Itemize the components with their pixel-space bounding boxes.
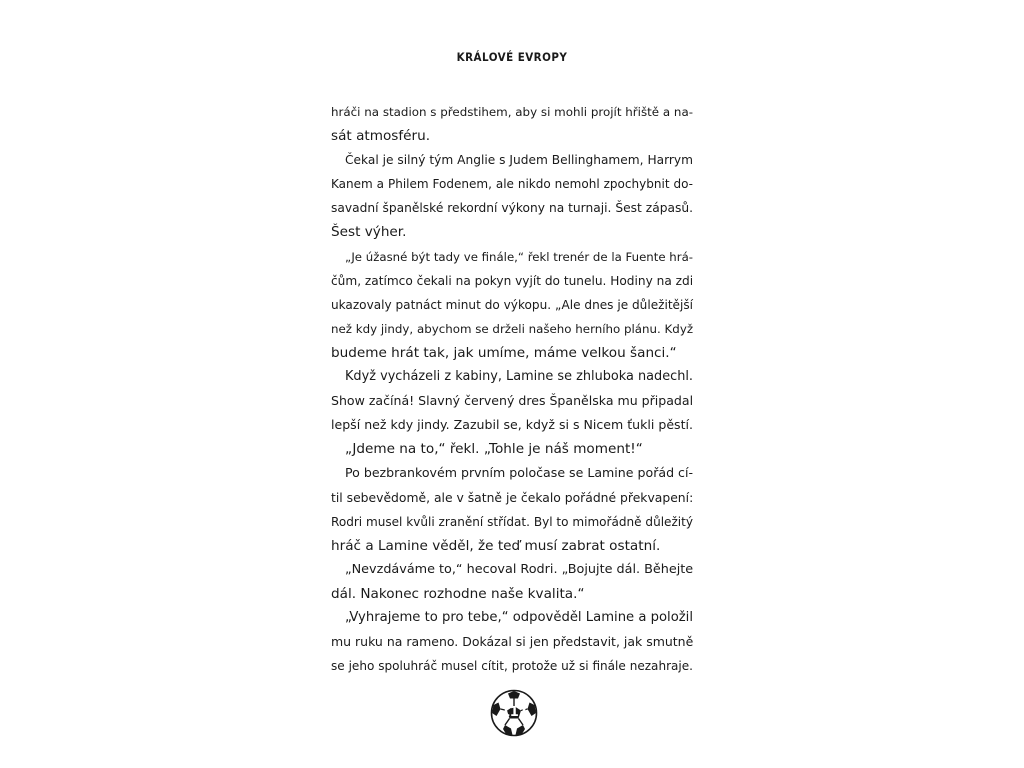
- text-line: til sebevědomě, ale v šatně je čekalo pořádné překvapení:: [331, 490, 694, 505]
- text-line: čům, zatímco čekali na pokyn vyjít do tunelu. Hodiny na zdi: [331, 273, 694, 288]
- text-line: „Je úžasné být tady ve finále,“ řekl trenér de la Fuente hrá-: [345, 249, 693, 264]
- text-line: ukazovaly patnáct minut do výkopu. „Ale dnes je důležitější: [331, 297, 693, 312]
- page-number-badge: [490, 689, 538, 737]
- text-line: „Jdeme na to,“ řekl. „Tohle je náš moment!“: [345, 441, 643, 458]
- text-line: Čekal je silný tým Anglie s Judem Bellinghamem, Harrym: [345, 153, 693, 168]
- text-line: než kdy jindy, abychom se drželi našeho herního plánu. Když: [331, 321, 694, 336]
- text-line: budeme hrát tak, jak umíme, máme velkou šanci.“: [331, 344, 677, 361]
- text-line: Kanem a Philem Fodenem, ale nikdo nemohl zpochybnit do-: [331, 177, 693, 192]
- text-line: savadní španělské rekordní výkony na turnaji. Šest zápasů.: [331, 201, 693, 216]
- text-line: Po bezbrankovém prvním poločase se Lamine pořád cí-: [345, 465, 694, 481]
- text-line: dál. Nakonec rozhodne naše kvalita.“: [331, 585, 585, 602]
- text-line: „Nevzdáváme to,“ hecoval Rodri. „Bojujte dál. Běhejte: [345, 561, 694, 577]
- text-line: hráči na stadion s předstihem, aby si mohli projít hřiště a na-: [331, 105, 693, 119]
- body-text: [331, 100, 693, 678]
- text-line: sát atmosféru.: [331, 128, 431, 145]
- text-line: Když vycházeli z kabiny, Lamine se zhluboka nadechl.: [345, 369, 693, 385]
- text-line: Šest výher.: [331, 224, 407, 241]
- text-line: Rodri musel kvůli zranění střídat. Byl to mimořádně důležitý: [331, 514, 693, 529]
- text-line: mu ruku na rameno. Dokázal si jen představit, jak smutně: [331, 634, 694, 650]
- text-line: se jeho spoluhráč musel cítit, protože už si finále nezahraje.: [331, 659, 693, 674]
- running-head: KRÁLOVÉ EVROPY: [456, 50, 568, 64]
- text-line: „Vyhrajeme to pro tebe,“ odpověděl Lamine a položil: [345, 609, 693, 625]
- page-number: 117: [501, 705, 527, 720]
- text-line: lepší než kdy jindy. Zazubil se, když si s Nicem ťukli pěstí.: [331, 417, 693, 433]
- text-line: hráč a Lamine věděl, že teď musí zabrat ostatní.: [331, 537, 661, 554]
- text-line: Show začíná! Slavný červený dres Španělska mu připadal: [331, 393, 694, 409]
